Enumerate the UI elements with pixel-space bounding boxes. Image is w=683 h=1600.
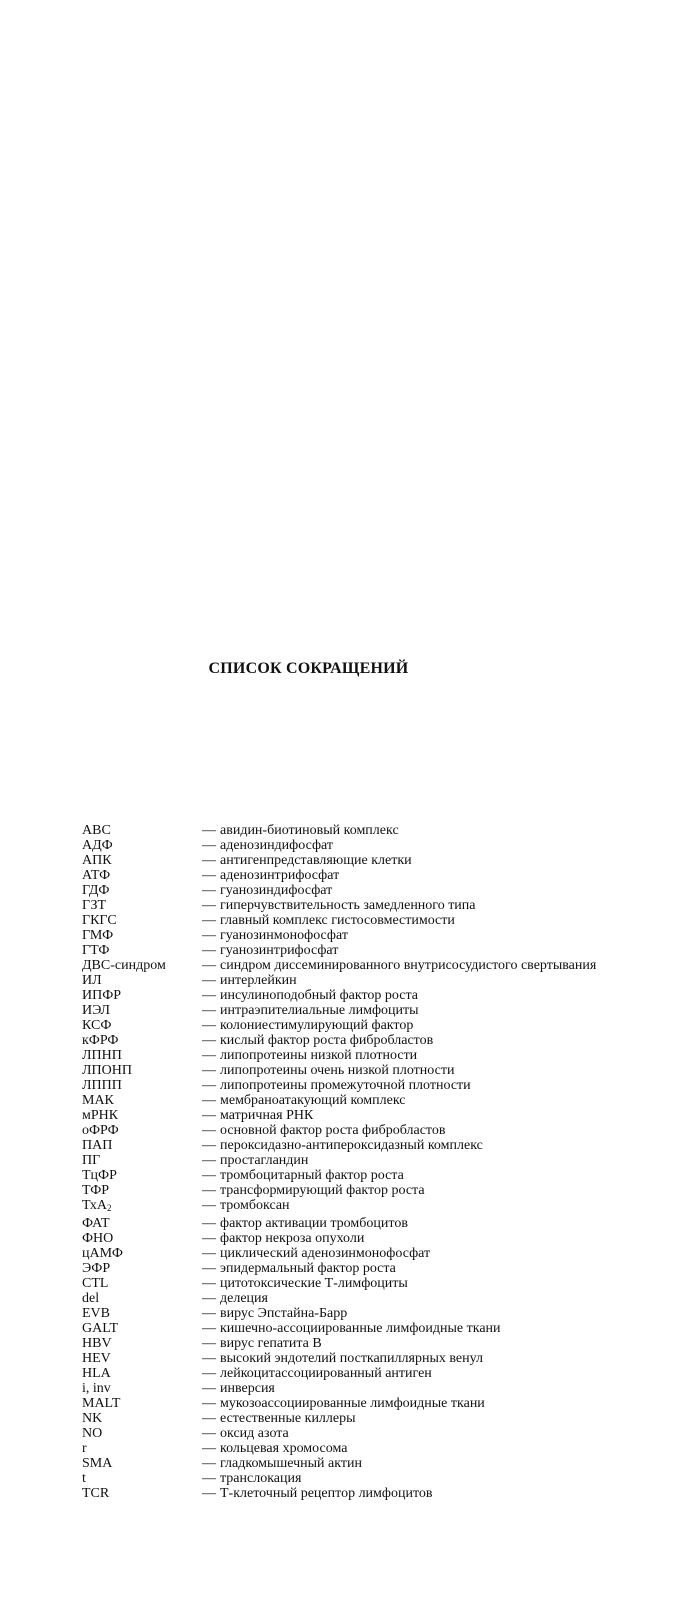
abbreviation-entry xyxy=(82,1108,652,1123)
definition-dash: — xyxy=(202,1441,216,1456)
abbreviation-term xyxy=(82,1486,202,1501)
definition-dash: — xyxy=(202,1426,216,1441)
definition-text: Т-клеточный рецептор лимфоцитов xyxy=(220,1486,433,1501)
abbreviation-entry xyxy=(82,958,652,973)
abbreviation-definition xyxy=(202,1471,652,1486)
abbreviation-entry xyxy=(82,1198,652,1216)
definition-dash: — xyxy=(202,1063,216,1078)
abbreviation-entry xyxy=(82,1231,652,1246)
abbreviation-entry xyxy=(82,853,652,868)
abbreviation-term xyxy=(82,898,202,913)
abbreviation-term-text: ПАП xyxy=(82,1138,113,1153)
definition-text: высокий эндотелий посткапиллярных венул xyxy=(220,1351,483,1366)
abbreviation-term-text: ИПФР xyxy=(82,988,122,1003)
definition-text: естественные киллеры xyxy=(220,1411,356,1426)
definition-text: гуанозиндифосфат xyxy=(220,883,333,898)
definition-dash: — xyxy=(202,1336,216,1351)
abbreviation-definition xyxy=(202,1018,652,1033)
abbreviation-entry xyxy=(82,1381,652,1396)
abbreviation-list xyxy=(82,823,652,1501)
abbreviation-entry xyxy=(82,1033,652,1048)
definition-dash: — xyxy=(202,1366,216,1381)
abbreviation-definition xyxy=(202,1108,652,1123)
abbreviation-entry xyxy=(82,1321,652,1336)
definition-dash: — xyxy=(202,913,216,928)
abbreviation-entry xyxy=(82,1216,652,1231)
abbreviation-term xyxy=(82,1276,202,1291)
definition-text: главный комплекс гистосовместимости xyxy=(220,913,455,928)
abbreviation-term xyxy=(82,1168,202,1183)
definition-dash: — xyxy=(202,1456,216,1471)
abbreviation-term xyxy=(82,1123,202,1138)
abbreviation-term xyxy=(82,1216,202,1231)
abbreviation-definition xyxy=(202,958,652,973)
definition-text: инверсия xyxy=(220,1381,275,1396)
definition-text: гуанозинтрифосфат xyxy=(220,943,339,958)
definition-text: лейкоцитассоциированный антиген xyxy=(220,1366,432,1381)
abbreviation-term xyxy=(82,1306,202,1321)
abbreviation-definition xyxy=(202,838,652,853)
definition-text: фактор некроза опухоли xyxy=(220,1231,365,1246)
abbreviation-definition xyxy=(202,823,652,838)
definition-text: цитотоксические Т-лимфоциты xyxy=(220,1276,408,1291)
abbreviation-definition xyxy=(202,1261,652,1276)
abbreviation-entry xyxy=(82,1246,652,1261)
abbreviation-term-text: HLA xyxy=(82,1366,111,1381)
abbreviation-definition xyxy=(202,1321,652,1336)
definition-dash: — xyxy=(202,1183,216,1198)
abbreviation-definition xyxy=(202,1048,652,1063)
abbreviation-term-text: ГМФ xyxy=(82,928,114,943)
abbreviation-entry xyxy=(82,1078,652,1093)
abbreviation-definition xyxy=(202,1168,652,1183)
definition-text: трансформирующий фактор роста xyxy=(220,1183,425,1198)
abbreviation-definition xyxy=(202,943,652,958)
definition-text: тромбоцитарный фактор роста xyxy=(220,1168,404,1183)
abbreviation-term-text: EVB xyxy=(82,1306,110,1321)
abbreviation-entry xyxy=(82,1153,652,1168)
abbreviation-entry xyxy=(82,913,652,928)
abbreviation-term xyxy=(82,1003,202,1018)
abbreviation-term-text: кФРФ xyxy=(82,1033,119,1048)
abbreviation-entry xyxy=(82,1093,652,1108)
definition-dash: — xyxy=(202,1138,216,1153)
definition-text: аденозиндифосфат xyxy=(220,838,334,853)
abbreviation-entry xyxy=(82,1351,652,1366)
abbreviation-entry xyxy=(82,1168,652,1183)
abbreviation-entry xyxy=(82,898,652,913)
abbreviation-definition xyxy=(202,1078,652,1093)
abbreviation-term xyxy=(82,988,202,1003)
definition-text: синдром диссеминированного внутрисосудистого свертывания xyxy=(220,958,597,973)
definition-text: делеция xyxy=(220,1291,268,1306)
abbreviation-term-text: ФНО xyxy=(82,1231,114,1246)
abbreviation-definition xyxy=(202,1336,652,1351)
definition-dash: — xyxy=(202,1048,216,1063)
abbreviation-definition xyxy=(202,1123,652,1138)
abbreviation-entry xyxy=(82,1018,652,1033)
abbreviation-entry xyxy=(82,1441,652,1456)
definition-text: интерлейкин xyxy=(220,973,297,988)
definition-dash: — xyxy=(202,1123,216,1138)
abbreviation-term xyxy=(82,1108,202,1123)
abbreviation-term xyxy=(82,1093,202,1108)
abbreviation-entry xyxy=(82,1306,652,1321)
abbreviation-entry xyxy=(82,943,652,958)
abbreviation-term xyxy=(82,1441,202,1456)
abbreviation-term xyxy=(82,1033,202,1048)
abbreviation-term xyxy=(82,1261,202,1276)
definition-dash: — xyxy=(202,1291,216,1306)
abbreviation-term xyxy=(82,1153,202,1168)
definition-dash: — xyxy=(202,1486,216,1501)
definition-dash: — xyxy=(202,823,216,838)
definition-dash: — xyxy=(202,1231,216,1246)
abbreviation-term xyxy=(82,1351,202,1366)
abbreviation-definition xyxy=(202,1138,652,1153)
abbreviation-term xyxy=(82,1018,202,1033)
definition-text: гладкомышечный актин xyxy=(220,1456,362,1471)
definition-dash: — xyxy=(202,1381,216,1396)
definition-dash: — xyxy=(202,1168,216,1183)
definition-dash: — xyxy=(202,1093,216,1108)
abbreviation-entry xyxy=(82,1411,652,1426)
abbreviation-entry xyxy=(82,1261,652,1276)
abbreviation-term-text: ПГ xyxy=(82,1153,101,1168)
definition-text: кислый фактор роста фибробластов xyxy=(220,1033,434,1048)
abbreviation-entry xyxy=(82,1291,652,1306)
definition-dash: — xyxy=(202,868,216,883)
abbreviation-term-text: ГДФ xyxy=(82,883,110,898)
abbreviation-term-text: ИЭЛ xyxy=(82,1003,110,1018)
abbreviation-entry xyxy=(82,1183,652,1198)
abbreviation-term-text: оФРФ xyxy=(82,1123,119,1138)
abbreviation-term xyxy=(82,1471,202,1486)
abbreviation-term xyxy=(82,1198,202,1216)
abbreviation-term-text: КСФ xyxy=(82,1018,112,1033)
definition-dash: — xyxy=(202,1321,216,1336)
definition-text: циклический аденозинмонофосфат xyxy=(220,1246,431,1261)
abbreviation-definition xyxy=(202,1456,652,1471)
abbreviation-definition xyxy=(202,853,652,868)
abbreviation-term xyxy=(82,958,202,973)
definition-text: вирус гепатита В xyxy=(220,1336,322,1351)
definition-dash: — xyxy=(202,988,216,1003)
abbreviation-term xyxy=(82,928,202,943)
definition-text: мембраноатакующий комплекс xyxy=(220,1093,406,1108)
abbreviation-term-text: HEV xyxy=(82,1351,111,1366)
abbreviation-term-text: SMA xyxy=(82,1456,113,1471)
abbreviation-term xyxy=(82,823,202,838)
abbreviation-entry xyxy=(82,1003,652,1018)
abbreviation-term-text: CTL xyxy=(82,1276,109,1291)
definition-text: кишечно-ассоциированные лимфоидные ткани xyxy=(220,1321,501,1336)
abbreviation-term xyxy=(82,1411,202,1426)
abbreviation-definition xyxy=(202,1231,652,1246)
definition-dash: — xyxy=(202,943,216,958)
abbreviation-entry xyxy=(82,1123,652,1138)
abbreviation-definition xyxy=(202,913,652,928)
definition-text: гуанозинмонофосфат xyxy=(220,928,348,943)
abbreviation-term-text: АДФ xyxy=(82,838,113,853)
abbreviation-term-text: ГКГС xyxy=(82,913,117,928)
abbreviation-definition xyxy=(202,1306,652,1321)
abbreviation-term-text: ЛППП xyxy=(82,1078,122,1093)
definition-dash: — xyxy=(202,1246,216,1261)
abbreviation-definition xyxy=(202,1063,652,1078)
abbreviation-term xyxy=(82,1456,202,1471)
abbreviation-term-text: TCR xyxy=(82,1486,110,1501)
abbreviation-entry xyxy=(82,868,652,883)
definition-dash: — xyxy=(202,853,216,868)
abbreviation-term xyxy=(82,838,202,853)
abbreviation-term-text: ЛПНП xyxy=(82,1048,122,1063)
definition-dash: — xyxy=(202,1306,216,1321)
definition-text: основной фактор роста фибробластов xyxy=(220,1123,446,1138)
definition-text: липопротеины очень низкой плотности xyxy=(220,1063,455,1078)
definition-text: колониестимулирующий фактор xyxy=(220,1018,414,1033)
abbreviation-definition xyxy=(202,1003,652,1018)
definition-dash: — xyxy=(202,1198,216,1213)
abbreviation-term-text: HBV xyxy=(82,1336,112,1351)
abbreviation-definition xyxy=(202,1198,652,1216)
abbreviation-definition xyxy=(202,1033,652,1048)
definition-dash: — xyxy=(202,1033,216,1048)
definition-text: фактор активации тромбоцитов xyxy=(220,1216,408,1231)
abbreviation-term-text: ИЛ xyxy=(82,973,102,988)
abbreviation-definition xyxy=(202,1441,652,1456)
abbreviation-entry xyxy=(82,1366,652,1381)
abbreviation-definition xyxy=(202,1246,652,1261)
abbreviation-entry xyxy=(82,1336,652,1351)
abbreviation-subscript: 2 xyxy=(106,1203,112,1213)
abbreviation-term-text: r xyxy=(82,1441,87,1456)
definition-text: пероксидазно-антипероксидазный комплекс xyxy=(220,1138,483,1153)
abbreviation-definition xyxy=(202,1093,652,1108)
abbreviation-term-text: АТФ xyxy=(82,868,111,883)
abbreviation-definition xyxy=(202,1276,652,1291)
definition-text: тромбоксан xyxy=(220,1198,290,1213)
abbreviation-term-text: i, inv xyxy=(82,1381,111,1396)
definition-text: простагландин xyxy=(220,1153,309,1168)
abbreviation-term-text: ТцФР xyxy=(82,1168,117,1183)
definition-dash: — xyxy=(202,1276,216,1291)
abbreviation-term xyxy=(82,943,202,958)
abbreviation-term xyxy=(82,1138,202,1153)
abbreviation-term-text: ТФР xyxy=(82,1183,110,1198)
definition-dash: — xyxy=(202,838,216,853)
abbreviation-term-text: NO xyxy=(82,1426,103,1441)
definition-dash: — xyxy=(202,1471,216,1486)
definition-text: инсулиноподобный фактор роста xyxy=(220,988,418,1003)
definition-text: аденозинтрифосфат xyxy=(220,868,340,883)
abbreviation-term-text: ЛПОНП xyxy=(82,1063,132,1078)
definition-text: кольцевая хромосома xyxy=(220,1441,348,1456)
abbreviation-term-text: ГТФ xyxy=(82,943,110,958)
abbreviation-definition xyxy=(202,883,652,898)
abbreviation-term xyxy=(82,1078,202,1093)
abbreviation-term-text: ГЗТ xyxy=(82,898,107,913)
abbreviation-term-text: t xyxy=(82,1471,86,1486)
abbreviation-term xyxy=(82,1426,202,1441)
definition-text: антигенпредставляющие клетки xyxy=(220,853,412,868)
abbreviation-term xyxy=(82,913,202,928)
definition-dash: — xyxy=(202,928,216,943)
abbreviation-term xyxy=(82,868,202,883)
abbreviation-term xyxy=(82,1366,202,1381)
abbreviation-term-text: АПК xyxy=(82,853,112,868)
definition-dash: — xyxy=(202,958,216,973)
abbreviation-term xyxy=(82,1336,202,1351)
abbreviation-term-text: MALT xyxy=(82,1396,121,1411)
definition-text: вирус Эпстайна-Барр xyxy=(220,1306,348,1321)
definition-text: липопротеины низкой плотности xyxy=(220,1048,418,1063)
abbreviation-definition xyxy=(202,1183,652,1198)
abbreviation-term xyxy=(82,1396,202,1411)
definition-dash: — xyxy=(202,1351,216,1366)
abbreviation-term xyxy=(82,1183,202,1198)
definition-text: липопротеины промежуточной плотности xyxy=(220,1078,471,1093)
definition-dash: — xyxy=(202,1003,216,1018)
definition-dash: — xyxy=(202,1261,216,1276)
definition-text: эпидермальный фактор роста xyxy=(220,1261,396,1276)
abbreviation-entry xyxy=(82,1063,652,1078)
abbreviation-term-text: NK xyxy=(82,1411,103,1426)
definition-text: гиперчувствительность замедленного типа xyxy=(220,898,476,913)
abbreviation-entry xyxy=(82,1426,652,1441)
abbreviation-entry xyxy=(82,1048,652,1063)
definition-dash: — xyxy=(202,1396,216,1411)
abbreviation-entry xyxy=(82,1138,652,1153)
abbreviation-entry xyxy=(82,1486,652,1501)
abbreviation-term-text: GALT xyxy=(82,1321,119,1336)
abbreviation-term xyxy=(82,1231,202,1246)
definition-dash: — xyxy=(202,1153,216,1168)
abbreviation-definition xyxy=(202,1426,652,1441)
abbreviation-term xyxy=(82,1063,202,1078)
abbreviation-entry xyxy=(82,1396,652,1411)
abbreviation-term xyxy=(82,1291,202,1306)
definition-dash: — xyxy=(202,883,216,898)
abbreviation-entry xyxy=(82,1276,652,1291)
definition-dash: — xyxy=(202,898,216,913)
definition-dash: — xyxy=(202,1078,216,1093)
abbreviation-term xyxy=(82,883,202,898)
abbreviation-definition xyxy=(202,898,652,913)
abbreviation-term-text: АВС xyxy=(82,823,111,838)
abbreviation-entry xyxy=(82,1471,652,1486)
abbreviation-entry xyxy=(82,988,652,1003)
abbreviation-definition xyxy=(202,1486,652,1501)
abbreviation-term xyxy=(82,1246,202,1261)
definition-dash: — xyxy=(202,1216,216,1231)
abbreviation-term-text: ЭФР xyxy=(82,1261,111,1276)
abbreviation-term xyxy=(82,853,202,868)
abbreviation-term-text: ДВС-синдром xyxy=(82,958,166,973)
abbreviation-entry xyxy=(82,883,652,898)
abbreviation-term xyxy=(82,1048,202,1063)
abbreviation-definition xyxy=(202,1153,652,1168)
definition-dash: — xyxy=(202,1018,216,1033)
abbreviation-term-text: мРНК xyxy=(82,1108,119,1123)
abbreviation-definition xyxy=(202,973,652,988)
abbreviation-definition xyxy=(202,1381,652,1396)
page-title: СПИСОК СОКРАЩЕНИЙ xyxy=(208,660,409,677)
abbreviation-term-text: МАК xyxy=(82,1093,114,1108)
abbreviation-definition xyxy=(202,1366,652,1381)
abbreviation-definition xyxy=(202,868,652,883)
definition-text: матричная РНК xyxy=(220,1108,314,1123)
abbreviation-term-text: ТхА xyxy=(82,1198,107,1213)
abbreviation-term-text: цАМФ xyxy=(82,1246,123,1261)
definition-text: интраэпителиальные лимфоциты xyxy=(220,1003,419,1018)
definition-dash: — xyxy=(202,973,216,988)
definition-dash: — xyxy=(202,1108,216,1123)
abbreviation-definition xyxy=(202,1216,652,1231)
definition-text: авидин-биотиновый комплекс xyxy=(220,823,399,838)
abbreviation-term xyxy=(82,1321,202,1336)
definition-dash: — xyxy=(202,1411,216,1426)
abbreviation-definition xyxy=(202,988,652,1003)
abbreviation-entry xyxy=(82,823,652,838)
abbreviation-definition xyxy=(202,1351,652,1366)
abbreviation-definition xyxy=(202,1291,652,1306)
abbreviation-definition xyxy=(202,928,652,943)
definition-text: транслокация xyxy=(220,1471,302,1486)
abbreviation-entry xyxy=(82,1456,652,1471)
abbreviation-entry xyxy=(82,973,652,988)
abbreviation-term xyxy=(82,1381,202,1396)
abbreviation-term-text: ФАТ xyxy=(82,1216,110,1231)
abbreviation-definition xyxy=(202,1411,652,1426)
abbreviation-definition xyxy=(202,1396,652,1411)
definition-text: оксид азота xyxy=(220,1426,289,1441)
abbreviation-entry xyxy=(82,928,652,943)
abbreviation-term-text: del xyxy=(82,1291,100,1306)
abbreviation-entry xyxy=(82,838,652,853)
abbreviation-term xyxy=(82,973,202,988)
definition-text: мукозоассоциированные лимфоидные ткани xyxy=(220,1396,485,1411)
